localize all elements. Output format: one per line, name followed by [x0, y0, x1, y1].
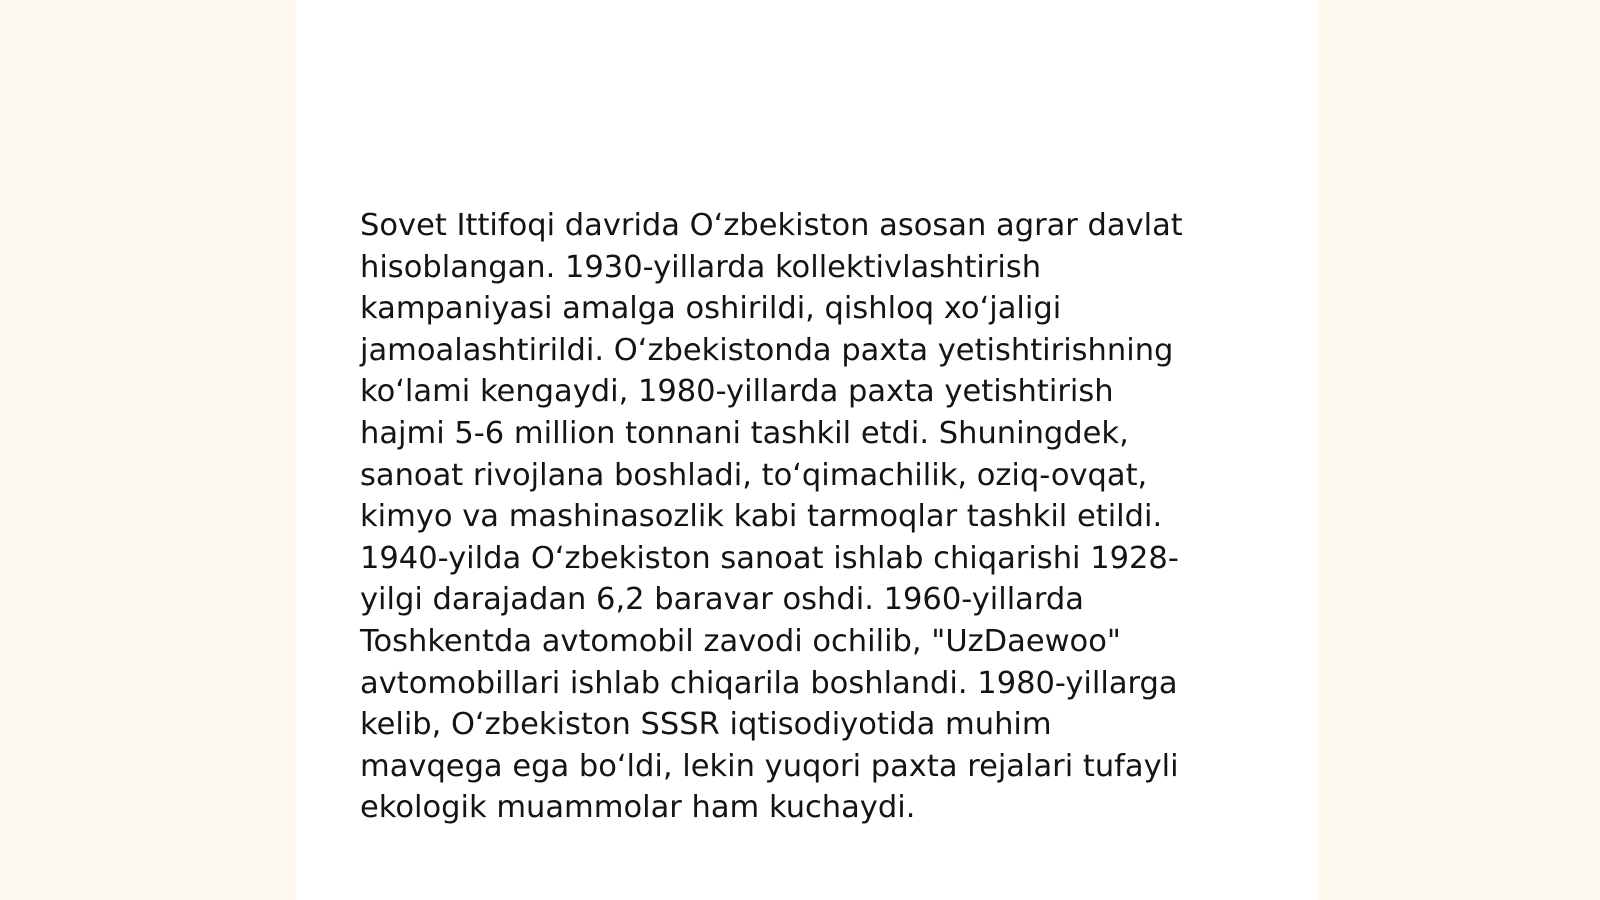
body-paragraph	[360, 205, 1260, 829]
paragraph-line: 1940-yilda O‘zbekiston sanoat ishlab chiqarishi 1928-	[360, 540, 1179, 576]
paragraph-line: jamoalashtirildi. O‘zbekistonda paxta yetishtirishning	[360, 332, 1174, 368]
paragraph-line: hisoblangan. 1930-yillarda kollektivlashtirish	[360, 249, 1042, 285]
paragraph-line: kimyo va mashinasozlik kabi tarmoqlar tashkil etildi.	[360, 499, 1163, 535]
paragraph-line: Sovet Ittifoqi davrida O‘zbekiston asosan agrar davlat	[360, 208, 1183, 243]
paragraph-line: ekologik muammolar ham kuchaydi.	[360, 790, 916, 826]
document-page	[296, 0, 1318, 900]
paragraph-line: sanoat rivojlana boshladi, to‘qimachilik, oziq-ovqat,	[360, 457, 1148, 493]
paragraph-line: yilgi darajadan 6,2 baravar oshdi. 1960-yillarda	[360, 582, 1084, 618]
paragraph-line: ko‘lami kengaydi, 1980-yillarda paxta yetishtirish	[360, 374, 1114, 410]
paragraph-line: mavqega ega bo‘ldi, lekin yuqori paxta rejalari tufayli	[360, 748, 1179, 784]
paragraph-line: kelib, O‘zbekiston SSSR iqtisodiyotida muhim	[360, 707, 1052, 743]
paragraph-line: Toshkentda avtomobil zavodi ochilib, "UzDaewoo"	[360, 623, 1121, 659]
paragraph-line: kampaniyasi amalga oshirildi, qishloq xo‘jaligi	[360, 291, 1062, 327]
paragraph-line: hajmi 5-6 million tonnani tashkil etdi. Shuningdek,	[360, 415, 1129, 451]
paragraph-line: avtomobillari ishlab chiqarila boshlandi. 1980-yillarga	[360, 665, 1178, 701]
